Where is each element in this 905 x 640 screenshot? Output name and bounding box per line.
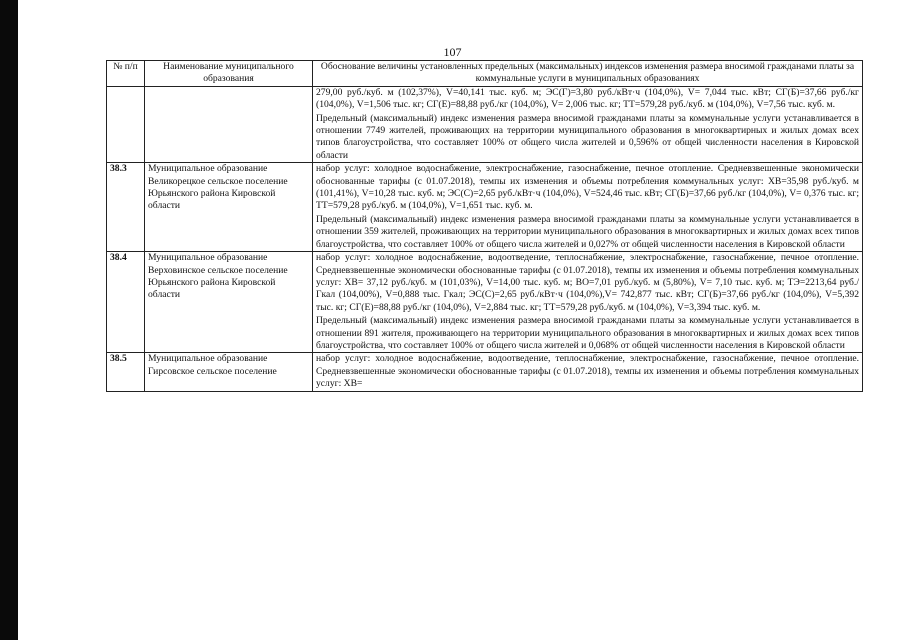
table-row <box>107 86 863 162</box>
row-number <box>107 86 145 162</box>
table-row <box>107 353 863 391</box>
tariff-justification <box>313 163 863 252</box>
header-num: № п/п <box>107 61 145 87</box>
justification-paragraph: Предельный (максимальный) индекс изменения размера вносимой гражданами платы за коммунальные услуги устанавливается в отношении 359 жителей, проживающих на территории муниципального образования в многоквартирных и жилых домах всех типов благоустройства, что составляет 100% от общего числа жителей и 0,027% от общей численности населения в Кировской области <box>316 213 859 250</box>
tariff-justification <box>313 86 863 162</box>
row-number: 38.4 <box>107 252 145 353</box>
municipality-name <box>145 86 313 162</box>
tariff-justification <box>313 252 863 353</box>
table-header-row <box>107 61 863 87</box>
justification-paragraph: Предельный (максимальный) индекс изменения размера вносимой гражданами платы за коммунальные услуги устанавливается в отношении 7749 жителей, проживающих на территории муниципального образования в многоквартирных и жилых домах всех типов благоустройства, что составляет 100% от общего числа жителей и 0,596% от общей численности населения в Кировской области <box>316 112 859 161</box>
row-number: 38.5 <box>107 353 145 391</box>
justification-paragraph: набор услуг: холодное водоснабжение, водоотведение, теплоснабжение, электроснабжение, газоснабжение, печное отопление. Средневзвешенные экономически обоснованные тарифы (с 01.07.2018), темпы их изменения и объемы потребления коммунальных услуг: ХВ= <box>316 353 859 390</box>
justification-paragraph: 279,00 руб./куб. м (102,37%), V=40,141 тыс. куб. м; ЭС(Г)=3,80 руб./кВт·ч (104,0%), V= 7,044 тыс. кВт; СГ(Б)=37,66 руб./кг (104,0%), V=1,506 тыс. кг; СГ(Е)=88,88 руб./кг (104,0%), V= 2,006 тыс. кг; ТТ=579,28 руб./куб. м (104,0%), V=7,56 тыс. куб. м. <box>316 86 859 111</box>
table-row <box>107 163 863 252</box>
row-number: 38.3 <box>107 163 145 252</box>
scan-edge-bar <box>0 0 18 640</box>
justification-paragraph: набор услуг: холодное водоснабжение, электроснабжение, газоснабжение, печное отопление. Средневзвешенные экономически обоснованные тарифы (с 01.07.2018), темпы их изменения и объемы потребления коммунальных услуг: ХВ=35,98 руб./куб. м (101,41%), V=10,28 тыс. куб. м; ЭС(С)=2,65 руб./кВт·ч (104,0%), V=524,46 тыс. кВт; СГ(Б)=37,66 руб./кг (104,0%), V= 0,376 тыс. кг; ТТ=579,28 руб./куб. м (104,0%), V=1,651 тыс. куб. м. <box>316 163 859 212</box>
table-body <box>107 86 863 391</box>
municipality-name: Муниципальное образование Гирсовское сельское поселение <box>145 353 313 391</box>
tariff-justification <box>313 353 863 391</box>
justification-paragraph: Предельный (максимальный) индекс изменения размера вносимой гражданами платы за коммунальные услуги устанавливается в отношении 891 жителя, проживающего на территории муниципального образования в многоквартирных и жилых домах всех типов благоустройства, что составляет 100% от общего числа жителей и 0,068% от общей численности населения в Кировской области <box>316 315 859 351</box>
table-row <box>107 252 863 353</box>
header-desc: Обоснование величины установленных предельных (максимальных) индексов изменения размера вносимой гражданами платы за коммунальные услуги в муниципальных образованиях <box>313 61 863 87</box>
municipality-name: Муниципальное образование Великорецкое сельское поселение Юрьянского района Кировской области <box>145 163 313 252</box>
header-name: Наименование муниципального образования <box>145 61 313 87</box>
justification-paragraph: набор услуг: холодное водоснабжение, водоотведение, теплоснабжение, электроснабжение, газоснабжение, печное отопление. Средневзвешенные экономически обоснованные тарифы (с 01.07.2018), темпы их изменения и объемы потребления коммунальных услуг: ХВ= 37,12 руб./куб. м (101,03%), V=14,00 тыс. куб. м; ВО=7,01 руб./куб. м (5,80%), V= 7,10 тыс. куб. м; ТЭ=2213,64 руб./Гкал (104,00%), V=0,888 тыс. Гкал; ЭС(С)=2,65 руб./кВт·ч (104,0%),V= 742,877 тыс. кВт; СГ(Б)=37,66 руб./кг (104,0%), V=5,392 тыс. кг; СГ(Е)=88,88 руб./кг (104,0%), V=2,884 тыс. кг; ТТ=579,28 руб./куб. м (104,0%), V=3,394 тыс. куб. м. <box>316 252 859 313</box>
page-number: 107 <box>443 45 462 59</box>
municipality-name: Муниципальное образование Верховинское сельское поселение Юрьянского района Кировской области <box>145 252 313 353</box>
tariff-table <box>106 60 863 392</box>
